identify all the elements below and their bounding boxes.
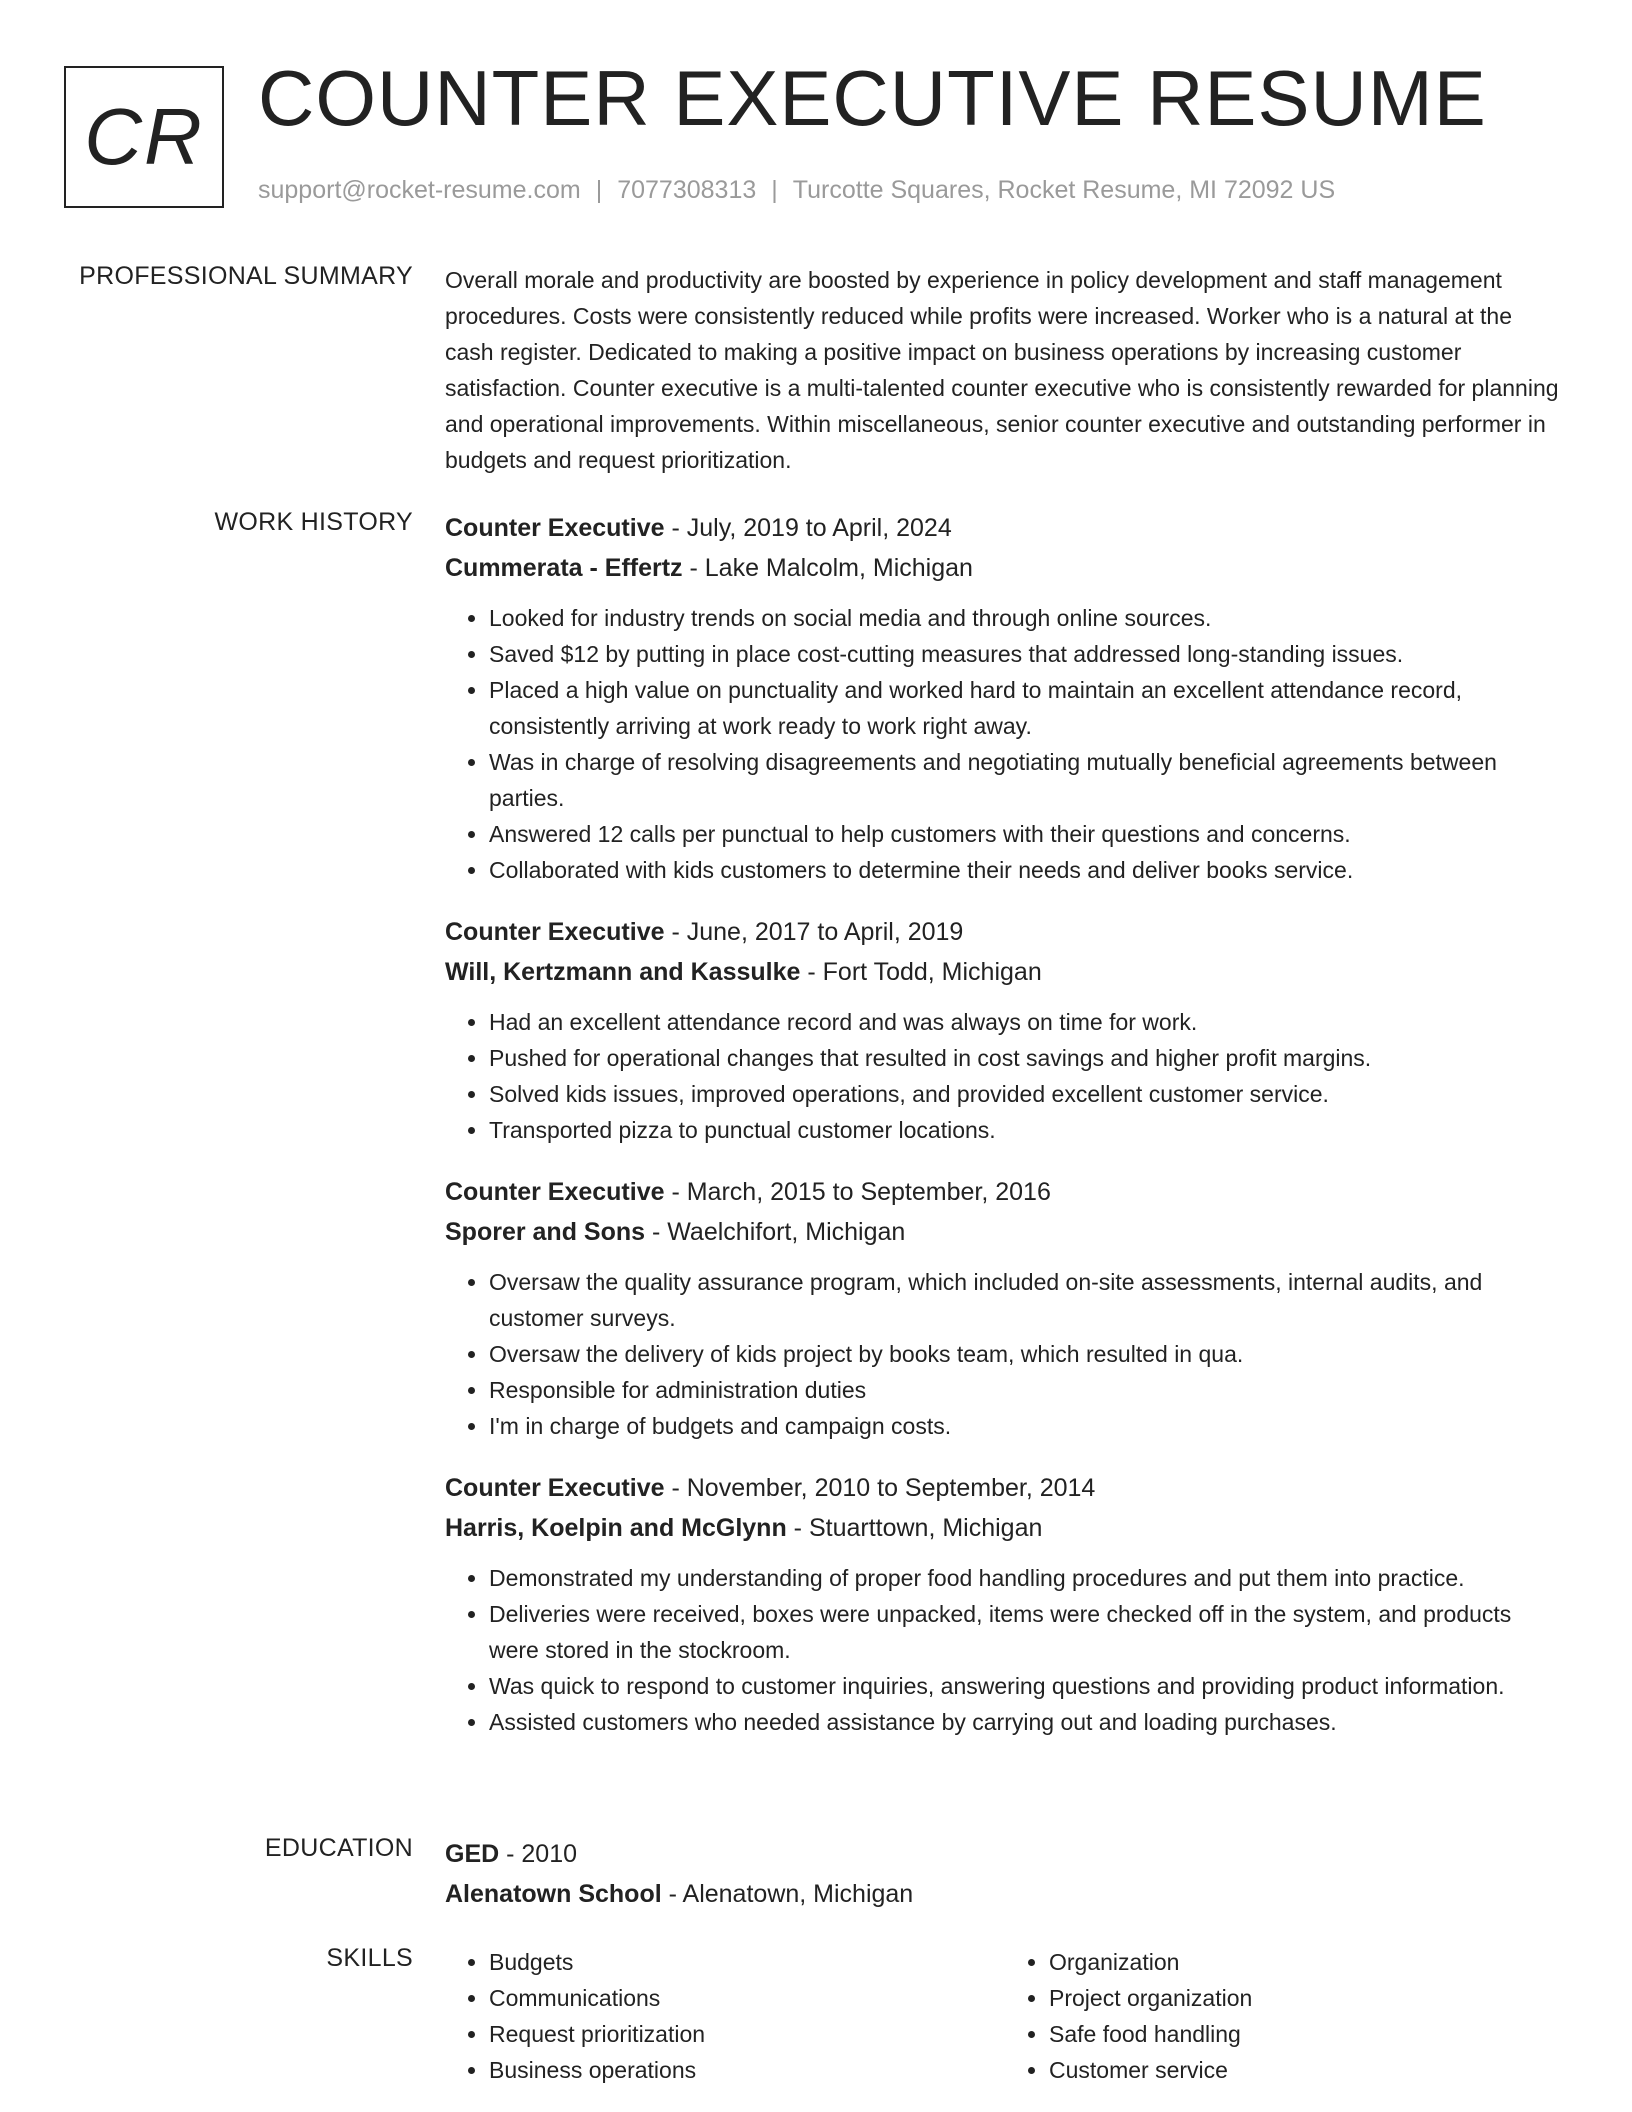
education-label: EDUCATION bbox=[264, 1834, 413, 1862]
list-item: • Was in charge of resolving disagreements and negotiating mutually beneficial agreements between parties. bbox=[489, 744, 1565, 816]
contact-address: Turcotte Squares, Rocket Resume, MI 72092 US bbox=[792, 176, 1336, 204]
education-school: Alenatown School bbox=[445, 1880, 662, 1908]
job-dates: - July, 2019 to April, 2024 bbox=[664, 514, 952, 542]
job-dates: - June, 2017 to April, 2019 bbox=[664, 918, 964, 946]
job-title: Counter Executive bbox=[445, 918, 665, 946]
job-bullets bbox=[445, 1264, 1565, 1444]
job-location: - Lake Malcolm, Michigan bbox=[682, 554, 973, 582]
list-item: • Had an excellent attendance record and was always on time for work. bbox=[489, 1004, 1565, 1040]
list-item: • Oversaw the delivery of kids project by books team, which resulted in qua. bbox=[489, 1336, 1565, 1372]
job-title: Counter Executive bbox=[445, 514, 665, 542]
list-item: • Oversaw the quality assurance program, which included on-site assessments, internal audits, and customer surveys. bbox=[489, 1264, 1565, 1336]
list-item: • Looked for industry trends on social media and through online sources. bbox=[489, 600, 1565, 636]
list-item: • Saved $12 by putting in place cost-cutting measures that addressed long-standing issues. bbox=[489, 636, 1565, 672]
list-item: • Pushed for operational changes that resulted in cost savings and higher profit margins. bbox=[489, 1040, 1565, 1076]
list-item: • Organization bbox=[1049, 1944, 1565, 1980]
contact-email: support@rocket-resume.com bbox=[258, 176, 581, 204]
job-entry bbox=[445, 1468, 1565, 1740]
list-item: • I'm in charge of budgets and campaign costs. bbox=[489, 1408, 1565, 1444]
list-item: • Safe food handling bbox=[1049, 2016, 1565, 2052]
monogram-text: CR bbox=[84, 92, 204, 181]
job-dates: - March, 2015 to September, 2016 bbox=[664, 1178, 1051, 1206]
contact-separator: | bbox=[595, 176, 603, 204]
job-entry bbox=[445, 912, 1565, 1148]
job-company: Will, Kertzmann and Kassulke bbox=[445, 958, 801, 986]
education-location: - Alenatown, Michigan bbox=[661, 1880, 914, 1908]
job-bullets bbox=[445, 1004, 1565, 1148]
job-title: Counter Executive bbox=[445, 1474, 665, 1502]
list-item: • Customer service bbox=[1049, 2052, 1565, 2088]
list-item: • Transported pizza to punctual customer locations. bbox=[489, 1112, 1565, 1148]
resume-title: COUNTER EXECUTIVE RESUME bbox=[258, 54, 1487, 142]
list-item: • Responsible for administration duties bbox=[489, 1372, 1565, 1408]
summary-label: PROFESSIONAL SUMMARY bbox=[79, 262, 413, 290]
education-year: - 2010 bbox=[499, 1840, 578, 1868]
list-item: • Communications bbox=[489, 1980, 1005, 2016]
list-item: • Budgets bbox=[489, 1944, 1005, 1980]
list-item: • Deliveries were received, boxes were unpacked, items were checked off in the system, and products were stored in the stockroom. bbox=[489, 1596, 1565, 1668]
job-title: Counter Executive bbox=[445, 1178, 665, 1206]
skills-right-column bbox=[1005, 1944, 1565, 2088]
contact-separator: | bbox=[771, 176, 778, 204]
list-item: • Request prioritization bbox=[489, 2016, 1005, 2052]
job-company: Sporer and Sons bbox=[445, 1218, 646, 1246]
job-location: - Fort Todd, Michigan bbox=[800, 958, 1042, 986]
work-history-label: WORK HISTORY bbox=[214, 508, 413, 536]
contact-line bbox=[258, 176, 1335, 205]
job-dates: - November, 2010 to September, 2014 bbox=[664, 1474, 1096, 1502]
list-item: • Assisted customers who needed assistance by carrying out and loading purchases. bbox=[489, 1704, 1565, 1740]
job-location: - Stuarttown, Michigan bbox=[786, 1514, 1043, 1542]
job-bullets bbox=[445, 1560, 1565, 1740]
jobs-list bbox=[445, 508, 1565, 1764]
list-item: • Solved kids issues, improved operations, and provided excellent customer service. bbox=[489, 1076, 1565, 1112]
job-company: Harris, Koelpin and McGlynn bbox=[445, 1514, 787, 1542]
job-entry bbox=[445, 508, 1565, 888]
summary-text: Overall morale and productivity are boosted by experience in policy development and staff management procedures. Costs were consistently reduced while profits were increased. Worker who is a natural at the cash register. Dedicated to making a positive impact on business operations by increasing customer satisfaction. Counter executive is a multi-talented counter executive who is consistently rewarded for planning and operational improvements. Within miscellaneous, senior counter executive and outstanding performer in budgets and request prioritization. bbox=[445, 267, 1559, 473]
job-entry bbox=[445, 1172, 1565, 1444]
list-item: • Project organization bbox=[1049, 1980, 1565, 2016]
education-degree: GED bbox=[445, 1840, 500, 1868]
list-item: • Was quick to respond to customer inquiries, answering questions and providing product information. bbox=[489, 1668, 1565, 1704]
skills-left-column bbox=[445, 1944, 1005, 2088]
job-location: - Waelchifort, Michigan bbox=[645, 1218, 906, 1246]
list-item: • Business operations bbox=[489, 2052, 1005, 2088]
list-item: • Collaborated with kids customers to determine their needs and deliver books service. bbox=[489, 852, 1565, 888]
job-bullets bbox=[445, 600, 1565, 888]
contact-phone: 7077308313 bbox=[617, 176, 757, 204]
skills-grid bbox=[445, 1944, 1565, 2088]
list-item: • Answered 12 calls per punctual to help customers with their questions and concerns. bbox=[489, 816, 1565, 852]
list-item: • Placed a high value on punctuality and worked hard to maintain an excellent attendance record, consistently arriving at work ready to work right away. bbox=[489, 672, 1565, 744]
skills-label: SKILLS bbox=[326, 1944, 413, 1972]
list-item: • Demonstrated my understanding of proper food handling procedures and put them into practice. bbox=[489, 1560, 1565, 1596]
monogram-logo bbox=[64, 66, 224, 208]
job-company: Cummerata - Effertz bbox=[445, 554, 683, 582]
